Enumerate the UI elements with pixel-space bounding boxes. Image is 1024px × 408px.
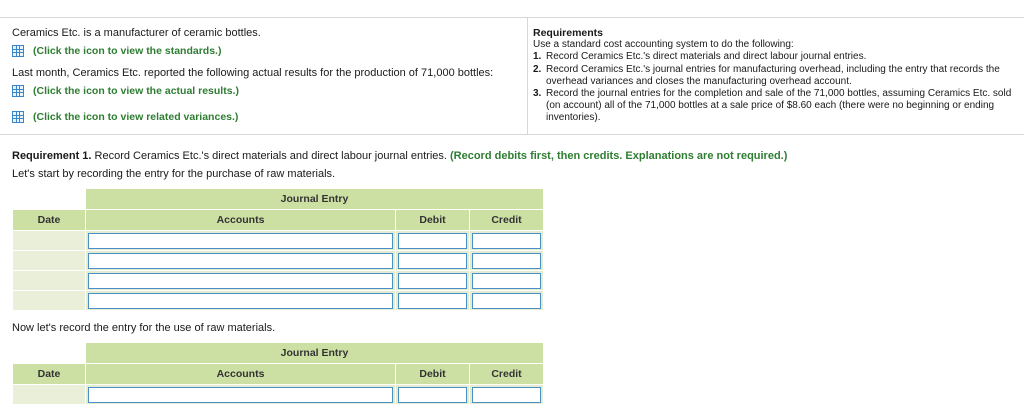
column-credit: Credit [470,210,544,231]
debit-input[interactable] [398,233,467,249]
table-row [13,271,544,291]
date-cell [13,271,86,291]
requirements-list [533,51,1024,124]
column-debit: Debit [396,364,470,385]
use-prompt: Now let's record the entry for the use of raw materials. [12,322,276,334]
date-cell [13,251,86,271]
requirement-line: Record Ceramics Etc.'s journal entries for manufacturing overhead, including the entry that records the [546,63,1000,75]
standards-link-label[interactable]: (Click the icon to view the standards.) [33,45,222,57]
vertical-divider [527,18,528,134]
requirement-number: 1. [533,51,542,63]
journal-title: Journal Entry [86,189,544,210]
account-input[interactable] [88,233,393,249]
column-credit: Credit [470,364,544,385]
account-input[interactable] [88,253,393,269]
debit-input[interactable] [398,387,467,403]
journal-entry-purchase [12,188,544,311]
table-row [13,291,544,311]
requirement-item [533,88,1024,125]
section-divider [0,134,1024,135]
requirement-line: overhead variances and closes the manufacturing overhead account. [546,75,852,87]
actual-results-link-label[interactable]: (Click the icon to view the actual results.) [33,85,239,97]
column-accounts: Accounts [86,364,396,385]
actual-results-link[interactable] [12,85,527,97]
table-row [13,231,544,251]
debit-input[interactable] [398,273,467,289]
date-cell [13,291,86,311]
debit-input[interactable] [398,253,467,269]
credit-input[interactable] [472,253,541,269]
requirement-label: Requirement 1. [12,150,92,162]
journal-title: Journal Entry [86,343,544,364]
date-cell [13,385,86,405]
requirement-line: inventories). [546,112,601,124]
requirements-panel [533,27,1024,125]
debit-input[interactable] [398,293,467,309]
requirement-text: Record Ceramics Etc.'s direct materials and direct labour journal entries. [91,150,450,162]
credit-input[interactable] [472,233,541,249]
actual-results-text: Last month, Ceramics Etc. reported the following actual results for the production of 71,000 bottles: [12,67,494,79]
requirements-lead: Use a standard cost accounting system to do the following: [533,39,794,51]
requirements-title: Requirements [533,27,604,39]
journal-entry-use [12,342,544,405]
table-row [13,251,544,271]
requirement-number: 3. [533,88,542,100]
table-row [13,385,544,405]
requirement-line: Record the journal entries for the completion and sale of the 71,000 bottles, assuming Ceramics Etc. sold [546,88,1012,100]
requirement-hint: (Record debits first, then credits. Explanations are not required.) [450,150,788,162]
variances-link[interactable] [12,111,527,123]
column-date: Date [13,364,86,385]
requirement-item [533,51,1024,63]
account-input[interactable] [88,293,393,309]
column-accounts: Accounts [86,210,396,231]
intro-text: Ceramics Etc. is a manufacturer of ceramic bottles. [12,27,261,39]
table-grid-icon[interactable] [12,111,24,123]
column-debit: Debit [396,210,470,231]
table-grid-icon[interactable] [12,45,24,57]
requirement-line: (on account) all of the 71,000 bottles at a sale price of $8.60 each (there were no beginning or ending [546,100,995,112]
problem-statement [12,24,527,123]
top-divider [0,17,1024,18]
account-input[interactable] [88,273,393,289]
requirement-instruction [12,150,1012,162]
account-input[interactable] [88,387,393,403]
credit-input[interactable] [472,273,541,289]
column-date: Date [13,210,86,231]
requirement-line: Record Ceramics Etc.'s direct materials and direct labour journal entries. [546,51,867,63]
credit-input[interactable] [472,387,541,403]
requirement-number: 2. [533,63,542,75]
requirement-item [533,64,1024,88]
purchase-prompt: Let's start by recording the entry for the purchase of raw materials. [12,168,336,180]
table-grid-icon[interactable] [12,85,24,97]
credit-input[interactable] [472,293,541,309]
requirement-section [12,150,1012,180]
date-cell [13,231,86,251]
variances-link-label[interactable]: (Click the icon to view related variances.) [33,111,239,123]
standards-link[interactable] [12,45,527,57]
